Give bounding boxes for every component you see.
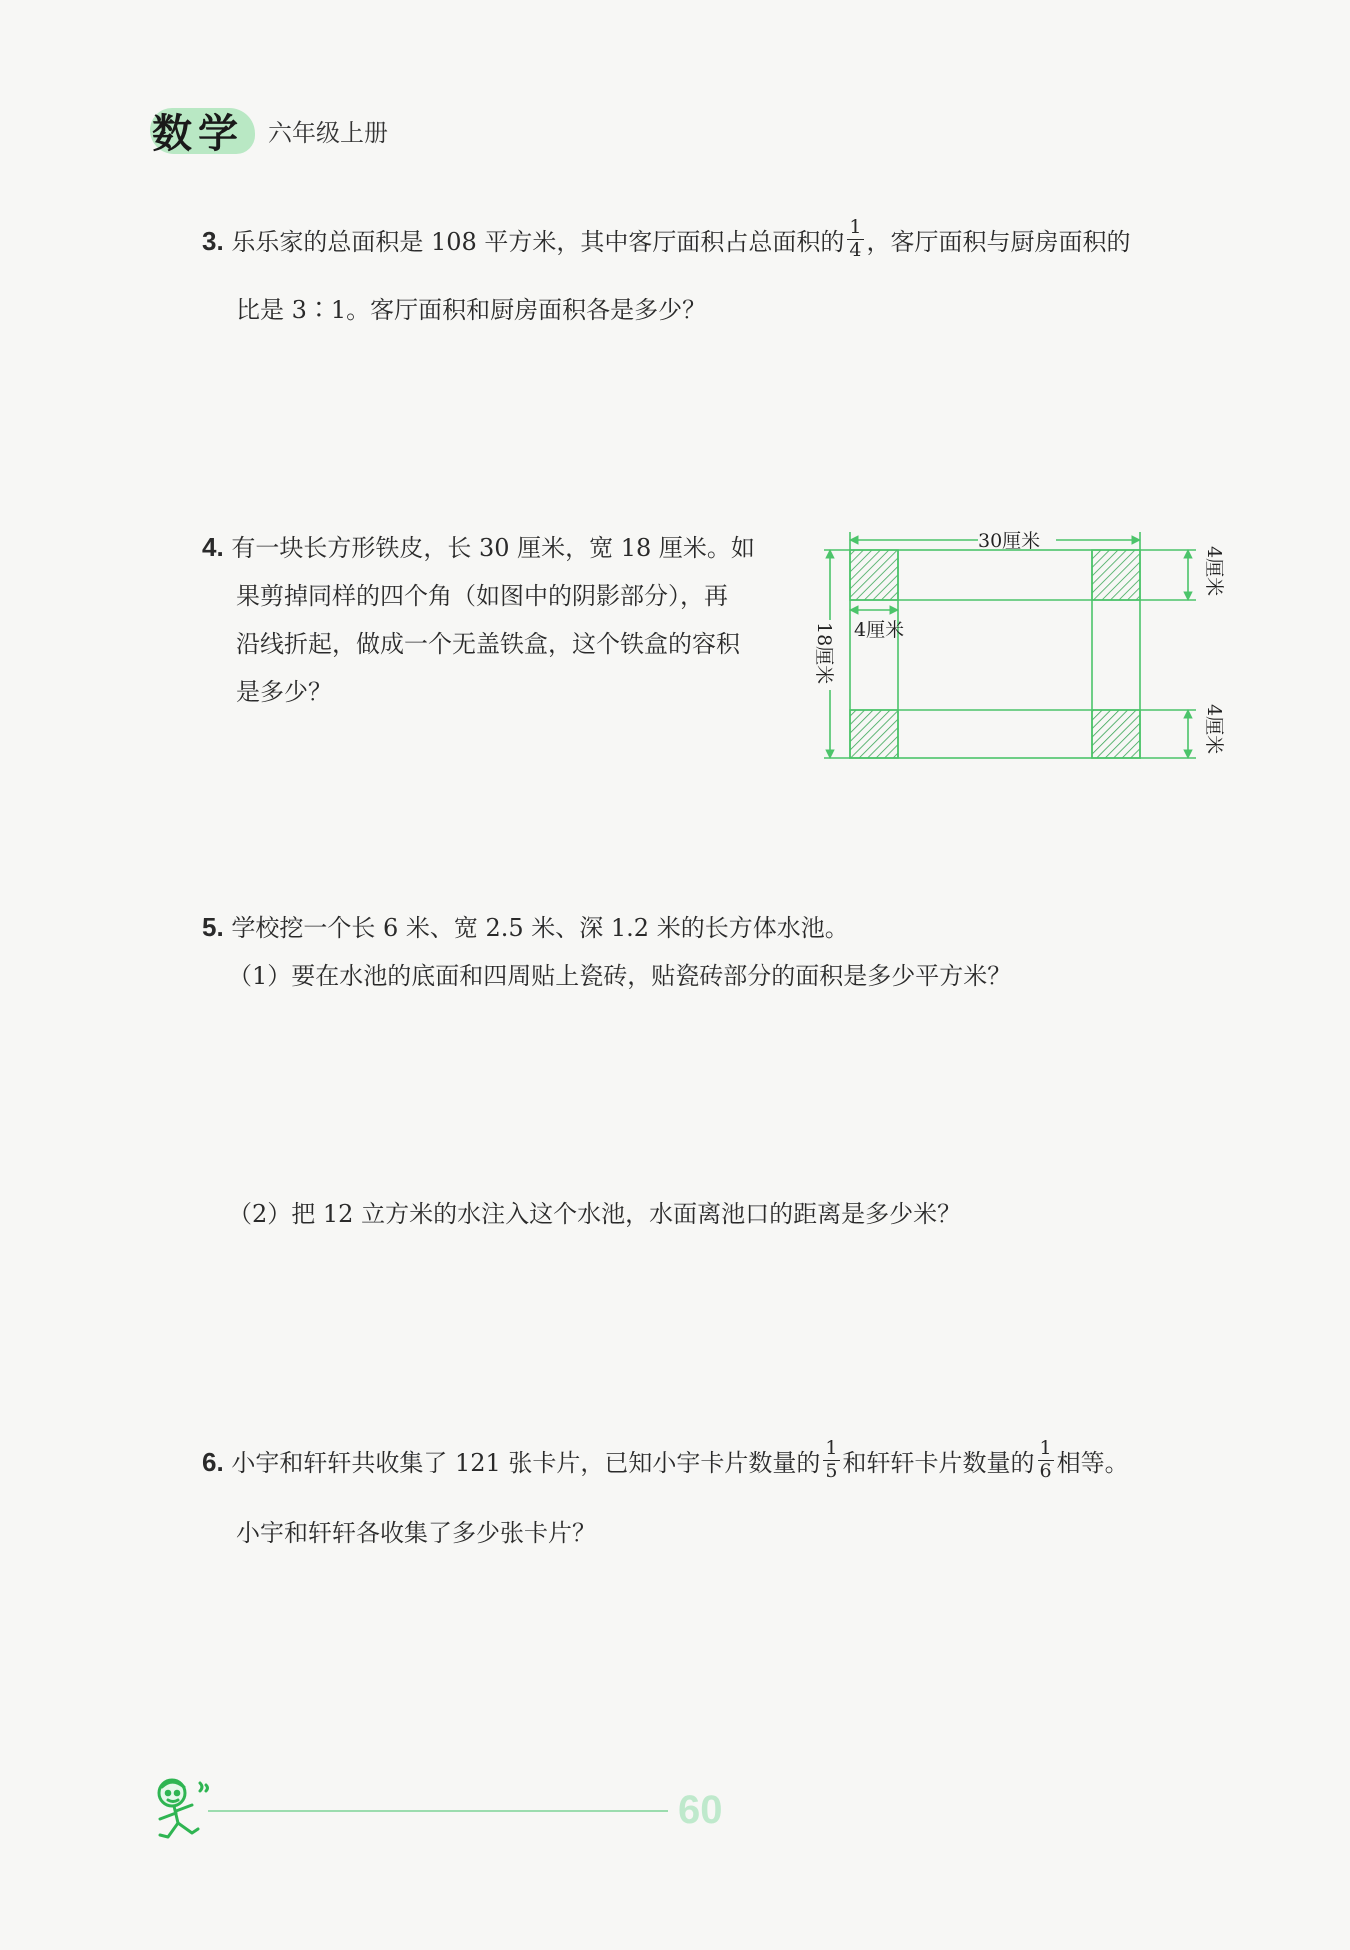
- q6-text-c: 相等。: [1056, 1449, 1129, 1477]
- corner-top-right: [1092, 550, 1140, 600]
- q6-number: 6.: [202, 1447, 224, 1477]
- q3-number: 3.: [202, 226, 224, 256]
- q3-line-1: [202, 216, 1131, 265]
- bottom-corner-label: 4厘米: [1203, 704, 1225, 755]
- length-label: 30厘米: [978, 530, 1041, 552]
- q5-stem: 学校挖一个长 6 米、宽 2.5 米、深 1.2 米的长方体水池。: [231, 914, 849, 942]
- q3-line-2: 比是 3∶1。客厅面积和厨房面积各是多少？: [236, 296, 707, 324]
- q4-line-3: 沿线折起，做成一个无盖铁盒，这个铁盒的容积: [236, 630, 740, 658]
- corner-bottom-left: [850, 710, 898, 758]
- q6-line-2: 小宇和轩轩各收集了多少张卡片？: [236, 1519, 596, 1547]
- q5-stem-line: [202, 908, 849, 943]
- q5-part-2: （2）把 12 立方米的水注入这个水池，水面离池口的距离是多少米？: [228, 1200, 962, 1228]
- q6-text-b: 和轩轩卡片数量的: [842, 1449, 1035, 1477]
- corner-bottom-right: [1092, 710, 1140, 758]
- width-label: 18厘米: [813, 622, 835, 685]
- q3-text-a: 乐乐家的总面积是 108 平方米，其中客厅面积占总面积的: [231, 228, 845, 256]
- footer-rule: [208, 1810, 668, 1812]
- q6-text-a: 小宇和轩轩共收集了 121 张卡片，已知小宇卡片数量的: [231, 1449, 821, 1477]
- inner-corner-label: 4厘米: [854, 619, 905, 641]
- top-corner-label: 4厘米: [1203, 546, 1225, 597]
- q4-line-1: [202, 528, 755, 563]
- box-net-diagram: [808, 520, 1238, 770]
- page-number: 60: [678, 1788, 723, 1832]
- header-subject: 数学: [152, 111, 244, 157]
- q6-fraction-2: $\frac{1}{6}$: [1039, 1437, 1052, 1482]
- q6-line-1: [202, 1437, 1129, 1486]
- q5-number: 5.: [202, 912, 224, 942]
- q3-text-b: ，客厅面积与厨房面积的: [866, 228, 1131, 256]
- q5-part-1: （1）要在水池的底面和四周贴上瓷砖，贴瓷砖部分的面积是多少平方米？: [228, 962, 1012, 990]
- q4-text-1: 有一块长方形铁皮，长 30 厘米，宽 18 厘米。如: [231, 534, 755, 562]
- q4-line-2: 果剪掉同样的四个角（如图中的阴影部分），再: [236, 582, 728, 610]
- header-grade: 六年级上册: [268, 119, 388, 147]
- q3-fraction: $\frac{1}{4}$: [849, 216, 862, 261]
- q4-number: 4.: [202, 532, 224, 562]
- corner-top-left: [850, 550, 898, 600]
- q6-fraction-1: $\frac{1}{5}$: [825, 1437, 838, 1482]
- running-boy-mascot-icon: [148, 1775, 216, 1847]
- q4-line-4: 是多少？: [236, 678, 332, 706]
